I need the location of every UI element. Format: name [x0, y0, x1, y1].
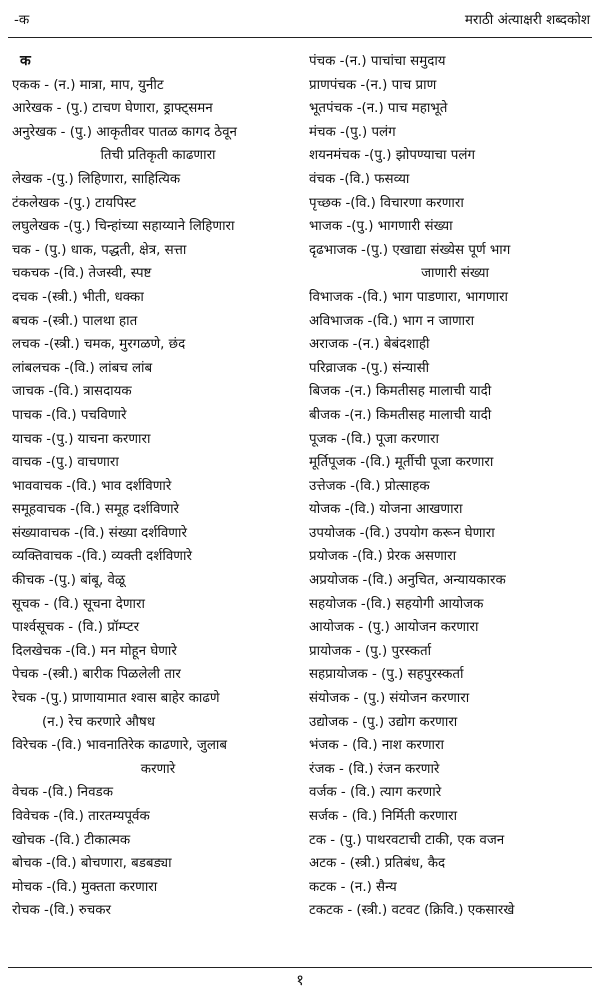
dictionary-entry: बीजक -(न.) किमतीसह मालाची यादी — [309, 407, 492, 423]
section-heading: क — [20, 53, 31, 69]
running-header — [14, 10, 590, 34]
dictionary-entry: शयनमंचक -(पु.) झोपण्याचा पलंग — [309, 148, 475, 164]
dictionary-entry: उद्योजक - (पु.) उद्योग करणारा — [309, 714, 458, 730]
dictionary-entry: वंचक -(वि.) फसव्या — [309, 171, 410, 187]
entry-continuation: तिची प्रतिकृती काढणारा — [100, 148, 216, 164]
dictionary-entry: एकक - (न.) मात्रा, माप, युनीट — [12, 77, 164, 93]
dictionary-entry: पृच्छक -(वि.) विचारणा करणारा — [309, 195, 464, 211]
dictionary-entry: सहप्रायोजक - (पु.) सहपुरस्कर्ता — [309, 667, 464, 683]
dictionary-entry: उत्तेजक -(वि.) प्रोत्साहक — [309, 478, 430, 494]
dictionary-entry: विभाजक -(वि.) भाग पाडणारा, भागणारा — [309, 289, 509, 305]
dictionary-entry: बोचक -(वि.) बोचणारा, बडबड्या — [12, 856, 172, 872]
dictionary-entry: चक - (पु.) धाक, पद्धती, क्षेत्र, सत्ता — [12, 242, 187, 258]
dictionary-entry: वर्जक - (वि.) त्याग करणारे — [309, 785, 442, 801]
dictionary-entry: लांबलचक -(वि.) लांबच लांब — [12, 360, 153, 376]
dictionary-entry: सर्जक - (वि.) निर्मिती करणारा — [309, 809, 458, 824]
dictionary-entry: पंचक -(न.) पाचांचा समुदाय — [309, 54, 446, 69]
dictionary-entry: भाजक -(पु.) भागणारी संख्या — [309, 219, 453, 235]
dictionary-entry: दचक -(स्त्री.) भीती, धक्का — [12, 289, 144, 305]
dictionary-entry: रोचक -(वि.) रुचकर — [12, 903, 111, 919]
dictionary-entry: अटक - (स्त्री.) प्रतिबंध, कैद — [309, 856, 446, 872]
footer-rule — [8, 967, 592, 968]
dictionary-entry: लघुलेखक -(पु.) चिन्हांच्या सहाय्याने लिहिणारा — [12, 219, 235, 235]
page-number: १ — [296, 971, 304, 989]
dictionary-entry: सूचक - (वि.) सूचना देणारा — [12, 596, 145, 612]
dictionary-entry: योजक -(वि.) योजना आखणारा — [309, 502, 463, 518]
dictionary-entry: दिलखेचक -(वि.) मन मोहून घेणारे — [12, 643, 177, 659]
dictionary-entry: लेखक -(पु.) लिहिणारा, साहित्यिक — [12, 171, 181, 187]
dictionary-entry: टकटक - (स्त्री.) वटवट (क्रिवि.) एकसारखे — [309, 903, 515, 919]
dictionary-entry: जाचक -(वि.) त्रासदायक — [12, 384, 132, 400]
dictionary-entry: भूतपंचक -(न.) पाच महाभूते — [309, 101, 448, 117]
dictionary-entry: बिजक -(न.) किमतीसह मालाची यादी — [309, 384, 492, 400]
dictionary-entry: परिव्राजक -(पु.) संन्यासी — [309, 360, 430, 376]
dictionary-entry: व्यक्तिवाचक -(वि.) व्यक्ती दर्शविणारे — [12, 549, 192, 565]
dictionary-entry: टक - (पु.) पाथरवटाची टाकी, एक वजन — [309, 832, 505, 848]
left-column — [12, 50, 304, 923]
dictionary-entry: भाववाचक -(वि.) भाव दर्शविणारे — [12, 478, 172, 494]
dictionary-entry: पाचक -(वि.) पचविणारे — [12, 407, 127, 423]
entry-continuation: करणारे — [140, 761, 176, 777]
dictionary-entry: प्रायोजक - (पु.) पुरस्कर्ता — [309, 643, 432, 659]
dictionary-entry: भंजक - (वि.) नाश करणारा — [309, 738, 444, 754]
dictionary-entry: संख्यावाचक -(वि.) संख्या दर्शविणारे — [12, 525, 187, 541]
dictionary-entry: मूर्तिपूजक -(वि.) मूर्तीची पूजा करणारा — [309, 455, 494, 471]
dictionary-entry: वाचक -(पु.) वाचणारा — [12, 455, 119, 471]
dictionary-entry: अविभाजक -(वि.) भाग न जाणारा — [309, 313, 475, 329]
dictionary-entry: अप्रयोजक -(वि.) अनुचित, अन्यायकारक — [309, 573, 506, 589]
dictionary-entry: लचक -(स्त्री.) चमक, मुरगळणे, छंद — [12, 337, 186, 353]
right-column — [309, 50, 600, 923]
dictionary-entry: रेचक -(पु.) प्राणायामात श्वास बाहेर काढणे — [12, 691, 220, 707]
dictionary-entry: संयोजक - (पु.) संयोजन करणारा — [309, 691, 470, 707]
dictionary-entry: पार्श्वसूचक - (वि.) प्रॉम्प्टर — [12, 620, 140, 636]
dictionary-entry: सहयोजक -(वि.) सहयोगी आयोजक — [309, 596, 484, 612]
dictionary-entry: प्रयोजक -(वि.) प्रेरक असणारा — [309, 549, 457, 565]
dictionary-entry: बचक -(स्त्री.) पालथा हात — [12, 313, 138, 329]
dictionary-entry: खोचक -(वि.) टीकात्मक — [12, 832, 131, 848]
header-rule — [8, 37, 592, 38]
dictionary-entry: दृढभाजक -(पु.) एखाद्या संख्येस पूर्ण भाग — [309, 242, 511, 258]
header-section-letter: -क — [14, 12, 30, 28]
dictionary-entry: अराजक -(न.) बेबंदशाही — [309, 337, 430, 353]
dictionary-entry: कटक - (न.) सैन्य — [309, 879, 397, 895]
dictionary-entry: टंकलेखक -(पु.) टायपिस्ट — [12, 195, 137, 211]
dictionary-entry: मंचक -(पु.) पलंग — [309, 124, 396, 140]
entry-continuation: (न.) रेच करणारे औषध — [42, 714, 155, 730]
dictionary-entry: आयोजक - (पु.) आयोजन करणारा — [309, 620, 479, 636]
dictionary-entry: कीचक -(पु.) बांबू, वेळू — [12, 573, 126, 589]
dictionary-entry: पेचक -(स्त्री.) बारीक पिळलेली तार — [12, 667, 181, 683]
dictionary-entry: प्राणपंचक -(न.) पाच प्राण — [309, 77, 437, 93]
dictionary-entry: पूजक -(वि.) पूजा करणारा — [309, 431, 439, 447]
dictionary-entry: याचक -(पु.) याचना करणारा — [12, 431, 151, 447]
dictionary-entry: अनुरेखक - (पु.) आकृतीवर पातळ कागद ठेवून — [12, 124, 237, 140]
dictionary-entry: आरेखक - (पु.) टाचण घेणारा, ड्राफ्ट्समन — [12, 101, 213, 117]
dictionary-entry: समूहवाचक -(वि.) समूह दर्शविणारे — [12, 502, 180, 518]
dictionary-entry: मोचक -(वि.) मुक्तता करणारा — [12, 879, 158, 895]
header-book-title: मराठी अंत्याक्षरी शब्दकोश — [464, 12, 590, 28]
dictionary-entry: विवेचक -(वि.) तारतम्यपूर्वक — [12, 809, 150, 824]
dictionary-entry: वेचक -(वि.) निवडक — [12, 785, 113, 801]
dictionary-entry: उपयोजक -(वि.) उपयोग करून घेणारा — [309, 525, 495, 541]
entry-continuation: जाणारी संख्या — [421, 266, 489, 282]
dictionary-entry: रंजक - (वि.) रंजन करणारे — [309, 761, 440, 777]
dictionary-entry: विरेचक -(वि.) भावनातिरेक काढणारे, जुलाब — [12, 738, 228, 754]
dictionary-entry: चकचक -(वि.) तेजस्वी, स्पष्ट — [12, 266, 152, 282]
